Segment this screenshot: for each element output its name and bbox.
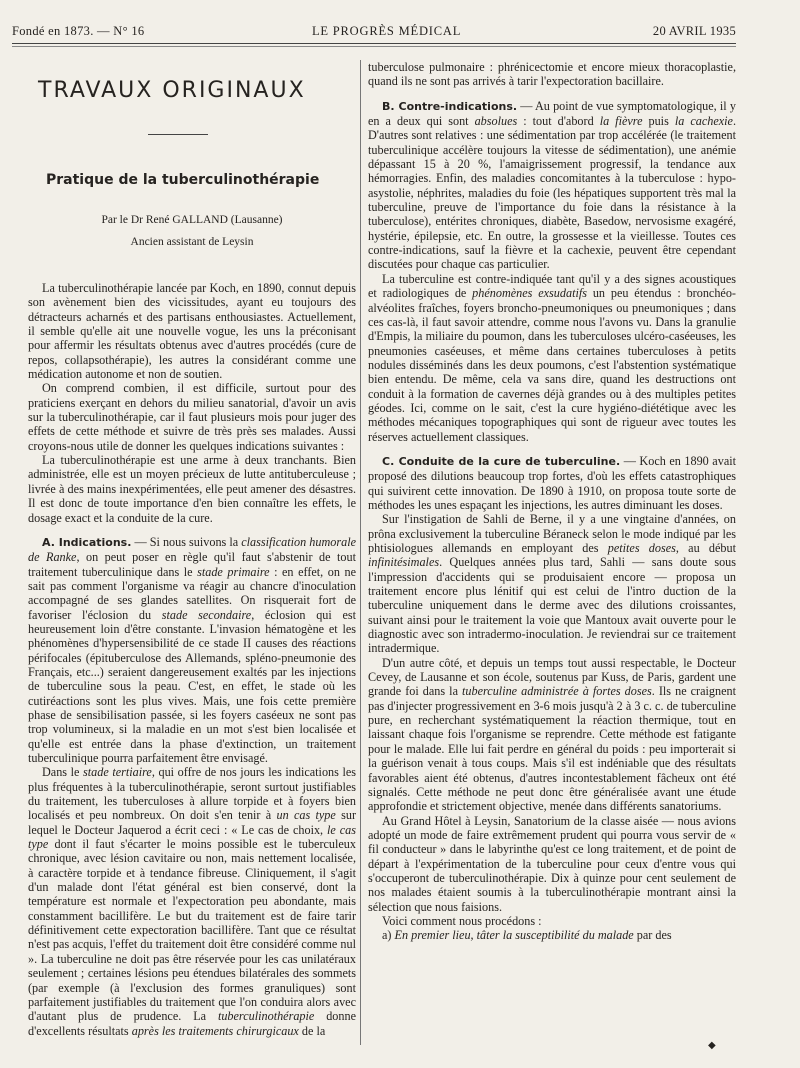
header-rule <box>12 43 736 44</box>
paragraph-cevey: D'un autre côté, et depuis un temps tout aussi respectable, le Docteur Cevey, de Lausanne et son école, soutenus par Kuss, de Paris, gardent une grande foi dans la tuberculine administrée à fortes doses. Ils ne craignent pas d'injecter progressivement en 3-6 mois jusqu'à 2 à 3 c. c. de tuberculine pure, en recherchant systématiquement la réaction thermique, tout en laissant chaque fois l'organisme se reprendre. Cette méthode est fatigante pour le malade. Elle lui fait perdre en général du poids : peu importerait si la guérison venait à tous coups. Mais s'il est indéniable que des résultats favorables aient été obtenus, d'autres incontestablement fâcheux ont été signalés. Cette méthode ne peut donc être généralisée avant une étude approfondie et strictement objective, menée dans différents sanatoriums. <box>368 655 736 814</box>
author-byline: Par le Dr René GALLAND (Lausanne) <box>101 214 283 226</box>
paragraph-procedure: Voici comment nous procédons : <box>382 913 542 928</box>
subheading-conduct: C. Conduite de la cure de tuberculine. <box>382 454 621 468</box>
running-header <box>12 24 736 40</box>
paragraph-indications: A. Indications. — Si nous suivons la classification humorale de Ranke, on peut poser en règle qu'il faut s'abstenir de tout traitement tuberculinique dans le stade primaire : en effet, on ne sait pas comment l'organisme va réagir au chancre d'inoculation accompagné de ses glandes satellites. On risquerait fort de favoriser l'éclosion du stade secondaire, éclosion qui est heureusement loin d'être constante. L'invasion hématogène et les phénomènes d'hypersensibilité de ce stade II causes des réactions périfocales (épituberculose des Allemands, spléno-pneumonie des Français, etc...) seraient dangereusement exaltés par les injections de tuberculine sous la peau. C'est, en effet, le stade où les cutiréactions sont les plus vives. Mais, une fois cette première phase de sensibilisation passée, si les foyers caséeux ne sont pas trop volumineux, si la maladie en un mot s'est bien localisée et qu'elle est entrée dans la phase d'extinction, un traitement tuberculinique pourra parfaitement être envisagé. <box>28 534 357 765</box>
header-journal-name: LE PROGRÈS MÉDICAL <box>312 24 462 38</box>
subheading-contraindications: B. Contre-indications. <box>382 99 518 113</box>
paragraph-tertiary-stage: Dans le stade tertiaire, qui offre de nos jours les indications les plus fréquentes à la tuberculinothérapie, seront surtout justifiables du traitement, les tuberculoses à allure torpide et à foyers bien localisés et peu nombreux. On doit s'en tenir à un cas type sur lequel le Docteur Jaquerod a écrit ceci : « Le cas de choix, le cas type dont il faut s'écarter le moins possible est le tuberculeux chronique, avec lésion cavitaire ou non, mais nettement localisée, à caractère torpide et à tendance fibreuse. Cliniquement, il s'agit d'un malade dont l'état général est bien conservé, dont la température est normale et l'expectoration peu abondante, mais constamment bacillifère. Le but du traitement est de faire tarir définitivement cette expectoration bacillifère. Tant que ce résultat n'est pas acquis, l'effet du traitement doit être considéré comme nul ». La tuberculine ne doit pas être réservée pour les cas unilatéraux seulement ; certaines lésions peu étendues bilatérales des sommets (par exemple (à l'exclusion des formes granuliques) sont parfaitement justifiables du traitement que l'on conduira alors avec d'autant plus de prudence. La tuberculinothérapie donne d'excellents résultats après les traitements chirurgicaux de la <box>28 765 357 1038</box>
paragraph-conduct-of-cure: C. Conduite de la cure de tuberculine. — Koch en 1890 avait proposé des dilutions beaucoup trop fortes, d'où les effets catastrophiques qui suivirent cette innovation. De 1890 à 1910, on proposa toute sorte de méthodes les unes espaçant les injections, les autres diminuant les doses. <box>368 453 736 512</box>
paragraph-difficulty: On comprend combien, il est difficile, surtout pour des praticiens exerçant en dehors du milieu sanatorial, d'avoir un avis sur la tuberculinothérapie, car il faut plusieurs mois pour juger des effets de cette méthode et suivre de très près ses malades. Aussi croyons-nous utile de donner les quelques indications suivantes : <box>28 381 356 453</box>
section-title: TRAVAUX ORIGINAUX <box>38 78 306 103</box>
paragraph-step-a: a) En premier lieu, tâter la susceptibilité du malade par des <box>382 928 672 943</box>
right-column <box>368 60 736 943</box>
subheading-indications: A. Indications. <box>42 535 132 549</box>
paragraph-exudative: La tuberculine est contre-indiquée tant qu'il y a des signes acoustiques et radiologiques de phénomènes exsudatifs un peu étendus : bronchéo-alvéolites fraîches, foyers broncho-pneumoniques ou pneumoniques ; dans ces cas-là, il faut savoir attendre, comme nous l'avons vu. Dans la granulie d'Empis, la miliaire du poumon, dans les tuberculoses ulcéro-caséeuses, les pneumonies caséeuses, et même dans certaines tuberculoses à petits nodules disséminés dans les deux poumons, c'est l'abstention systématique bien entendu. De même, cela va sans dire, quand les destructions ont conduit à la formation de cavernes déjà grandes ou à des multiples petites géodes. Ici, comme on le sait, c'est la cure hygiéno-diététique avec les méthodes mécaniques topographiques qui sont de rigueur avec toutes les réserves actuellement classiques. <box>368 271 736 444</box>
header-date: 20 AVRIL 1935 <box>652 24 736 38</box>
page-ornament: ◆ <box>708 1040 716 1051</box>
paragraph-contraindications: B. Contre-indications. — Au point de vue symptomatologique, il y en a deux qui sont absolues : tout d'abord la fièvre puis la cachexie. D'autres sont relatives : une sédimentation par trop accélérée (le traitement tuberculinique accélère toujours la vitesse de sédimentation), une anémie dépassant 15 à 20 %, l'amaigrissement progressif, la tendance aux hémorragies. Enfin, des maladies concomitantes à la tuberculose : hypo-asystolie, néphrites, maladies du foie (les hépatiques supportent très mal la tuberculine, preuve de l'importance du foie dans la résistance à la tuberculose), entérites chroniques, diabète, Basedow, nervosisme exagéré, hystérie, épilepsie, etc. En outre, la grossesse et la vieillesse. Toutes ces contre-indications, sauf la fièvre et la cachexie, peuvent être cependant discutées pour chaque cas particulier. <box>368 98 737 272</box>
paragraph-leysin: Au Grand Hôtel à Leysin, Sanatorium de la classe aisée — nous avions adopté un mode de faire extrêmement prudent qui pourra vous servir de « fil conducteur » dans le labyrinthe qu'est ce long traitement, et de point de départ à l'expérimentation de la tuberculine pour ceux d'entre vous qui s'occuperont de tuberculinothérapie. Dix à quinze pour cent seulement de nos malades étaient soumis à la tuberculinothérapie montrant ainsi la sélection que nous faisions. <box>368 813 736 914</box>
paragraph-sahli: Sur l'instigation de Sahli de Berne, il y a une vingtaine d'années, on prôna exclusivement la tuberculine Béraneck selon le mode indiqué par les phtisiologues allemands en employant des petites doses, au début infinitésimales. Quelques années plus tard, Sahli — sans doute sous l'impression d'accidents qui se produisaient encore — proposa un traitement encore plus lénitif qui est celui de l'intro duction de la tuberculine uniquement dans le derme avec des dilutions croissantes, suivant ainsi pour le traitement la voie que Mantoux avait ouverte pour le diagnostic avec son intradermo-inoculation. Je reviendrai sur ce traitement intradermique. <box>368 512 736 656</box>
paragraph-double-edged: La tuberculinothérapie est une arme à deux tranchants. Bien administrée, elle est un moyen précieux de lutte antituberculeuse ; livrée à des mains inexpérimentées, elle peut amener des désastres. Il est donc de toute importance d'en bien connaître les effets, le dosage exact et la conduite de la cure. <box>28 453 356 525</box>
title-divider <box>148 134 208 135</box>
column-divider <box>360 60 361 1045</box>
header-founded: Fondé en 1873. — N° 16 <box>12 24 145 38</box>
author-role: Ancien assistant de Leysin <box>130 236 254 248</box>
article-title: Pratique de la tuberculinothérapie <box>46 172 320 188</box>
paragraph-continuation: tuberculose pulmonaire : phrénicectomie et encore mieux thoracoplastie, quand ils ne sont pas arrivés à tarir l'expectoration bacillaire. <box>368 60 736 89</box>
header-rule-double <box>12 46 736 47</box>
left-column <box>28 60 356 1038</box>
paragraph-intro: La tuberculinothérapie lancée par Koch, en 1890, connut depuis son avènement bien des vicissitudes, ayant eu toujours des détracteurs acharnés et des partisans enthousiastes. Actuellement, il semble qu'elle ait une nouvelle vogue, les uns la préconisant pour affermir les résultats obtenus avec d'autres procédés (cure de repos, collapsothérapie), les autres la considérant comme une médication autonome et non de soutien. <box>28 281 356 382</box>
